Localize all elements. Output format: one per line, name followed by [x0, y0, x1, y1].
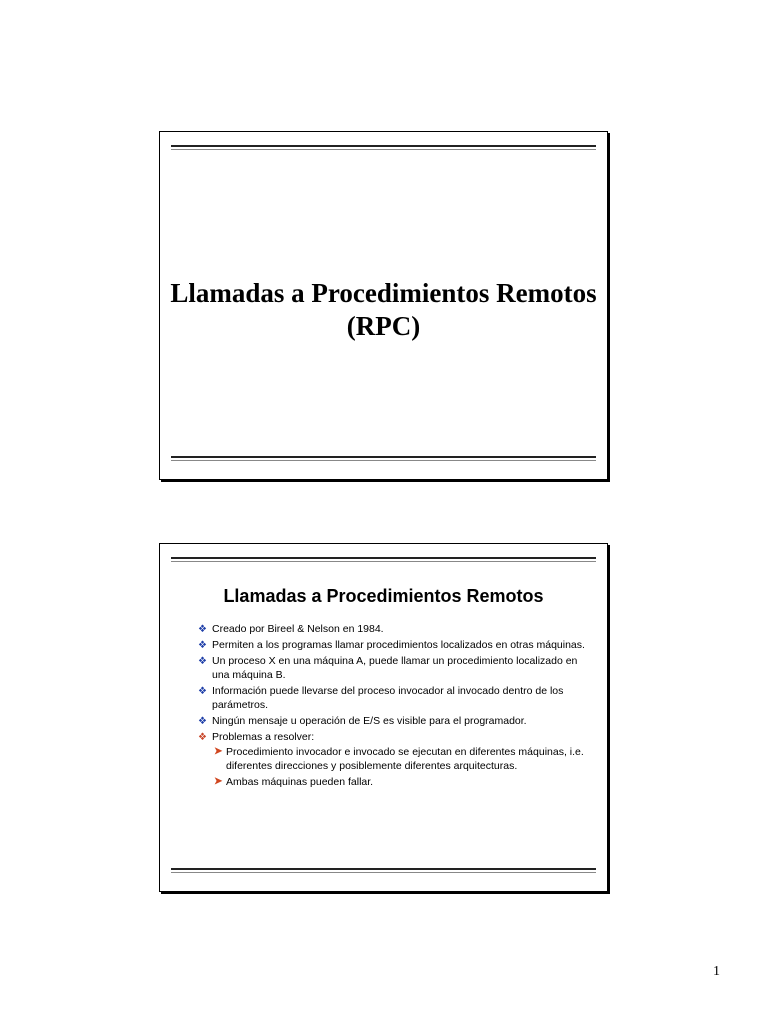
- sub-bullet-text: Procedimiento invocador e invocado se ejecutan en diferentes máquinas, i.e. diferentes direcciones y posiblemente diferentes arquitecturas.: [226, 746, 584, 772]
- sub-bullet-list: [212, 745, 587, 789]
- bullet-text: Ningún mensaje u operación de E/S es visible para el programador.: [212, 715, 527, 727]
- bottom-rule: [171, 456, 596, 461]
- top-rule: [171, 145, 596, 150]
- sub-list-item: [212, 775, 587, 789]
- slide-1: [159, 131, 608, 480]
- diamond-bullet-icon: ❖: [198, 656, 207, 667]
- page-number: 1: [713, 964, 720, 979]
- bullet-text: Problemas a resolver:: [212, 731, 315, 743]
- list-item: [196, 638, 587, 652]
- bullet-text: Información puede llevarse del proceso invocador al invocado dentro de los parámetros.: [212, 685, 564, 711]
- top-rule: [171, 557, 596, 562]
- list-item: [196, 684, 587, 712]
- diamond-bullet-icon: ❖: [198, 732, 207, 743]
- sub-list-item: [212, 745, 587, 773]
- slide-1-title-line-2: (RPC): [346, 311, 421, 341]
- diamond-bullet-icon: ❖: [198, 686, 207, 697]
- slide-2-title: Llamadas a Procedimientos Remotos: [223, 586, 544, 606]
- list-item: [196, 714, 587, 728]
- bullet-text: Creado por Bireel & Nelson en 1984.: [212, 623, 384, 635]
- sub-bullet-text: Ambas máquinas pueden fallar.: [226, 776, 374, 788]
- bullet-text: Permiten a los programas llamar procedimientos localizados en otras máquinas.: [212, 639, 585, 651]
- diamond-bullet-icon: ❖: [198, 640, 207, 651]
- slide-1-title: [160, 277, 607, 343]
- slide-2: [159, 543, 608, 892]
- diamond-bullet-icon: ❖: [198, 716, 207, 727]
- arrow-bullet-icon: ➤: [214, 776, 223, 787]
- slide-1-title-line-1: Llamadas a Procedimientos Remotos: [170, 278, 597, 308]
- bullet-list: [196, 622, 587, 791]
- bottom-rule: [171, 868, 596, 873]
- diamond-bullet-icon: ❖: [198, 624, 207, 635]
- list-item: [196, 730, 587, 789]
- bullet-text: Un proceso X en una máquina A, puede llamar un procedimiento localizado en una máquina B.: [212, 655, 578, 681]
- list-item: [196, 622, 587, 636]
- arrow-bullet-icon: ➤: [214, 746, 223, 757]
- list-item: [196, 654, 587, 682]
